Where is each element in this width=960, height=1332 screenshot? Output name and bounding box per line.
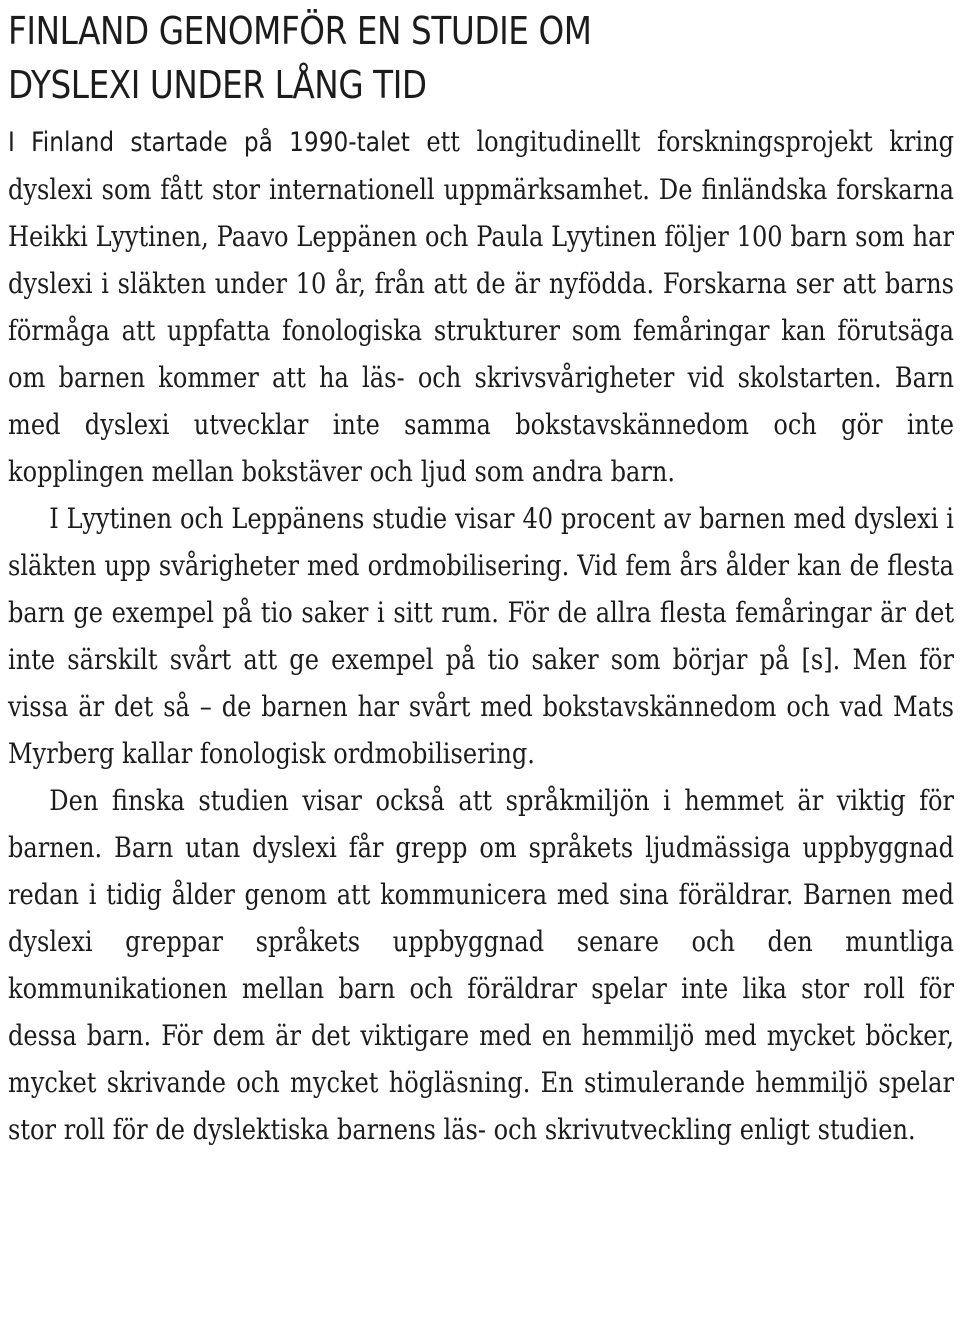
article-heading [8, 4, 954, 112]
paragraph-1 [8, 118, 954, 495]
article [8, 4, 954, 1153]
paragraph-2: I Lyytinen och Leppänens studie visar 40 procent av barnen med dyslexi i släkten upp svårigheter med ordmobilisering. Vid fem års ålder kan de flesta barn ge exempel på tio saker i sitt rum. För de allra flesta femåringar är det inte särskilt svårt att ge exempel på tio saker som börjar på [s]. Men för vissa är det så – de barnen har svårt med bokstavskännedom och vad Mats Myrberg kallar fonologisk ordmobilisering. [8, 502, 954, 770]
paragraph-3: Den finska studien visar också att språkmiljön i hemmet är viktig för barnen. Barn utan dyslexi får grepp om språkets ljudmässiga uppbyggnad redan i tidig ålder genom att kommunicera med sina föräldrar. Barnen med dyslexi greppar språkets uppbyggnad senare och den muntliga kommunikationen mellan barn och föräldrar spelar inte lika stor roll för dessa barn. För dem är det viktigare med en hemmiljö med mycket böcker, mycket skrivande och mycket högläsning. En stimulerande hemmiljö spelar stor roll för de dyslektiska barnens läs- och skrivutveckling enligt studien. [8, 784, 954, 1146]
heading-line-2: DYSLEXI UNDER LÅNG TID [8, 63, 427, 107]
heading-line-1: FINLAND GENOMFÖR EN STUDIE OM [8, 9, 592, 53]
paragraph-1-text: ett longitudinellt forskningsprojekt kring dyslexi som fått stor internationell uppmärksamhet. De finländska forskarna Heikki Lyytinen, Paavo Leppänen och Paula Lyytinen följer 100 barn som har dyslexi i släkten under 10 år, från att de är nyfödda. Forskarna ser att barns förmåga att uppfatta fonologiska strukturer som femåringar kan förutsäga om barnen kommer att ha läs- och skrivsvårigheter vid skolstarten. Barn med dyslexi utvecklar inte samma bokstavskännedom och gör inte kopplingen mellan bokstäver och ljud som andra barn. [8, 125, 955, 488]
paragraph-lead-in: I Finland startade på 1990-talet [8, 127, 410, 158]
article-body [8, 118, 954, 1153]
